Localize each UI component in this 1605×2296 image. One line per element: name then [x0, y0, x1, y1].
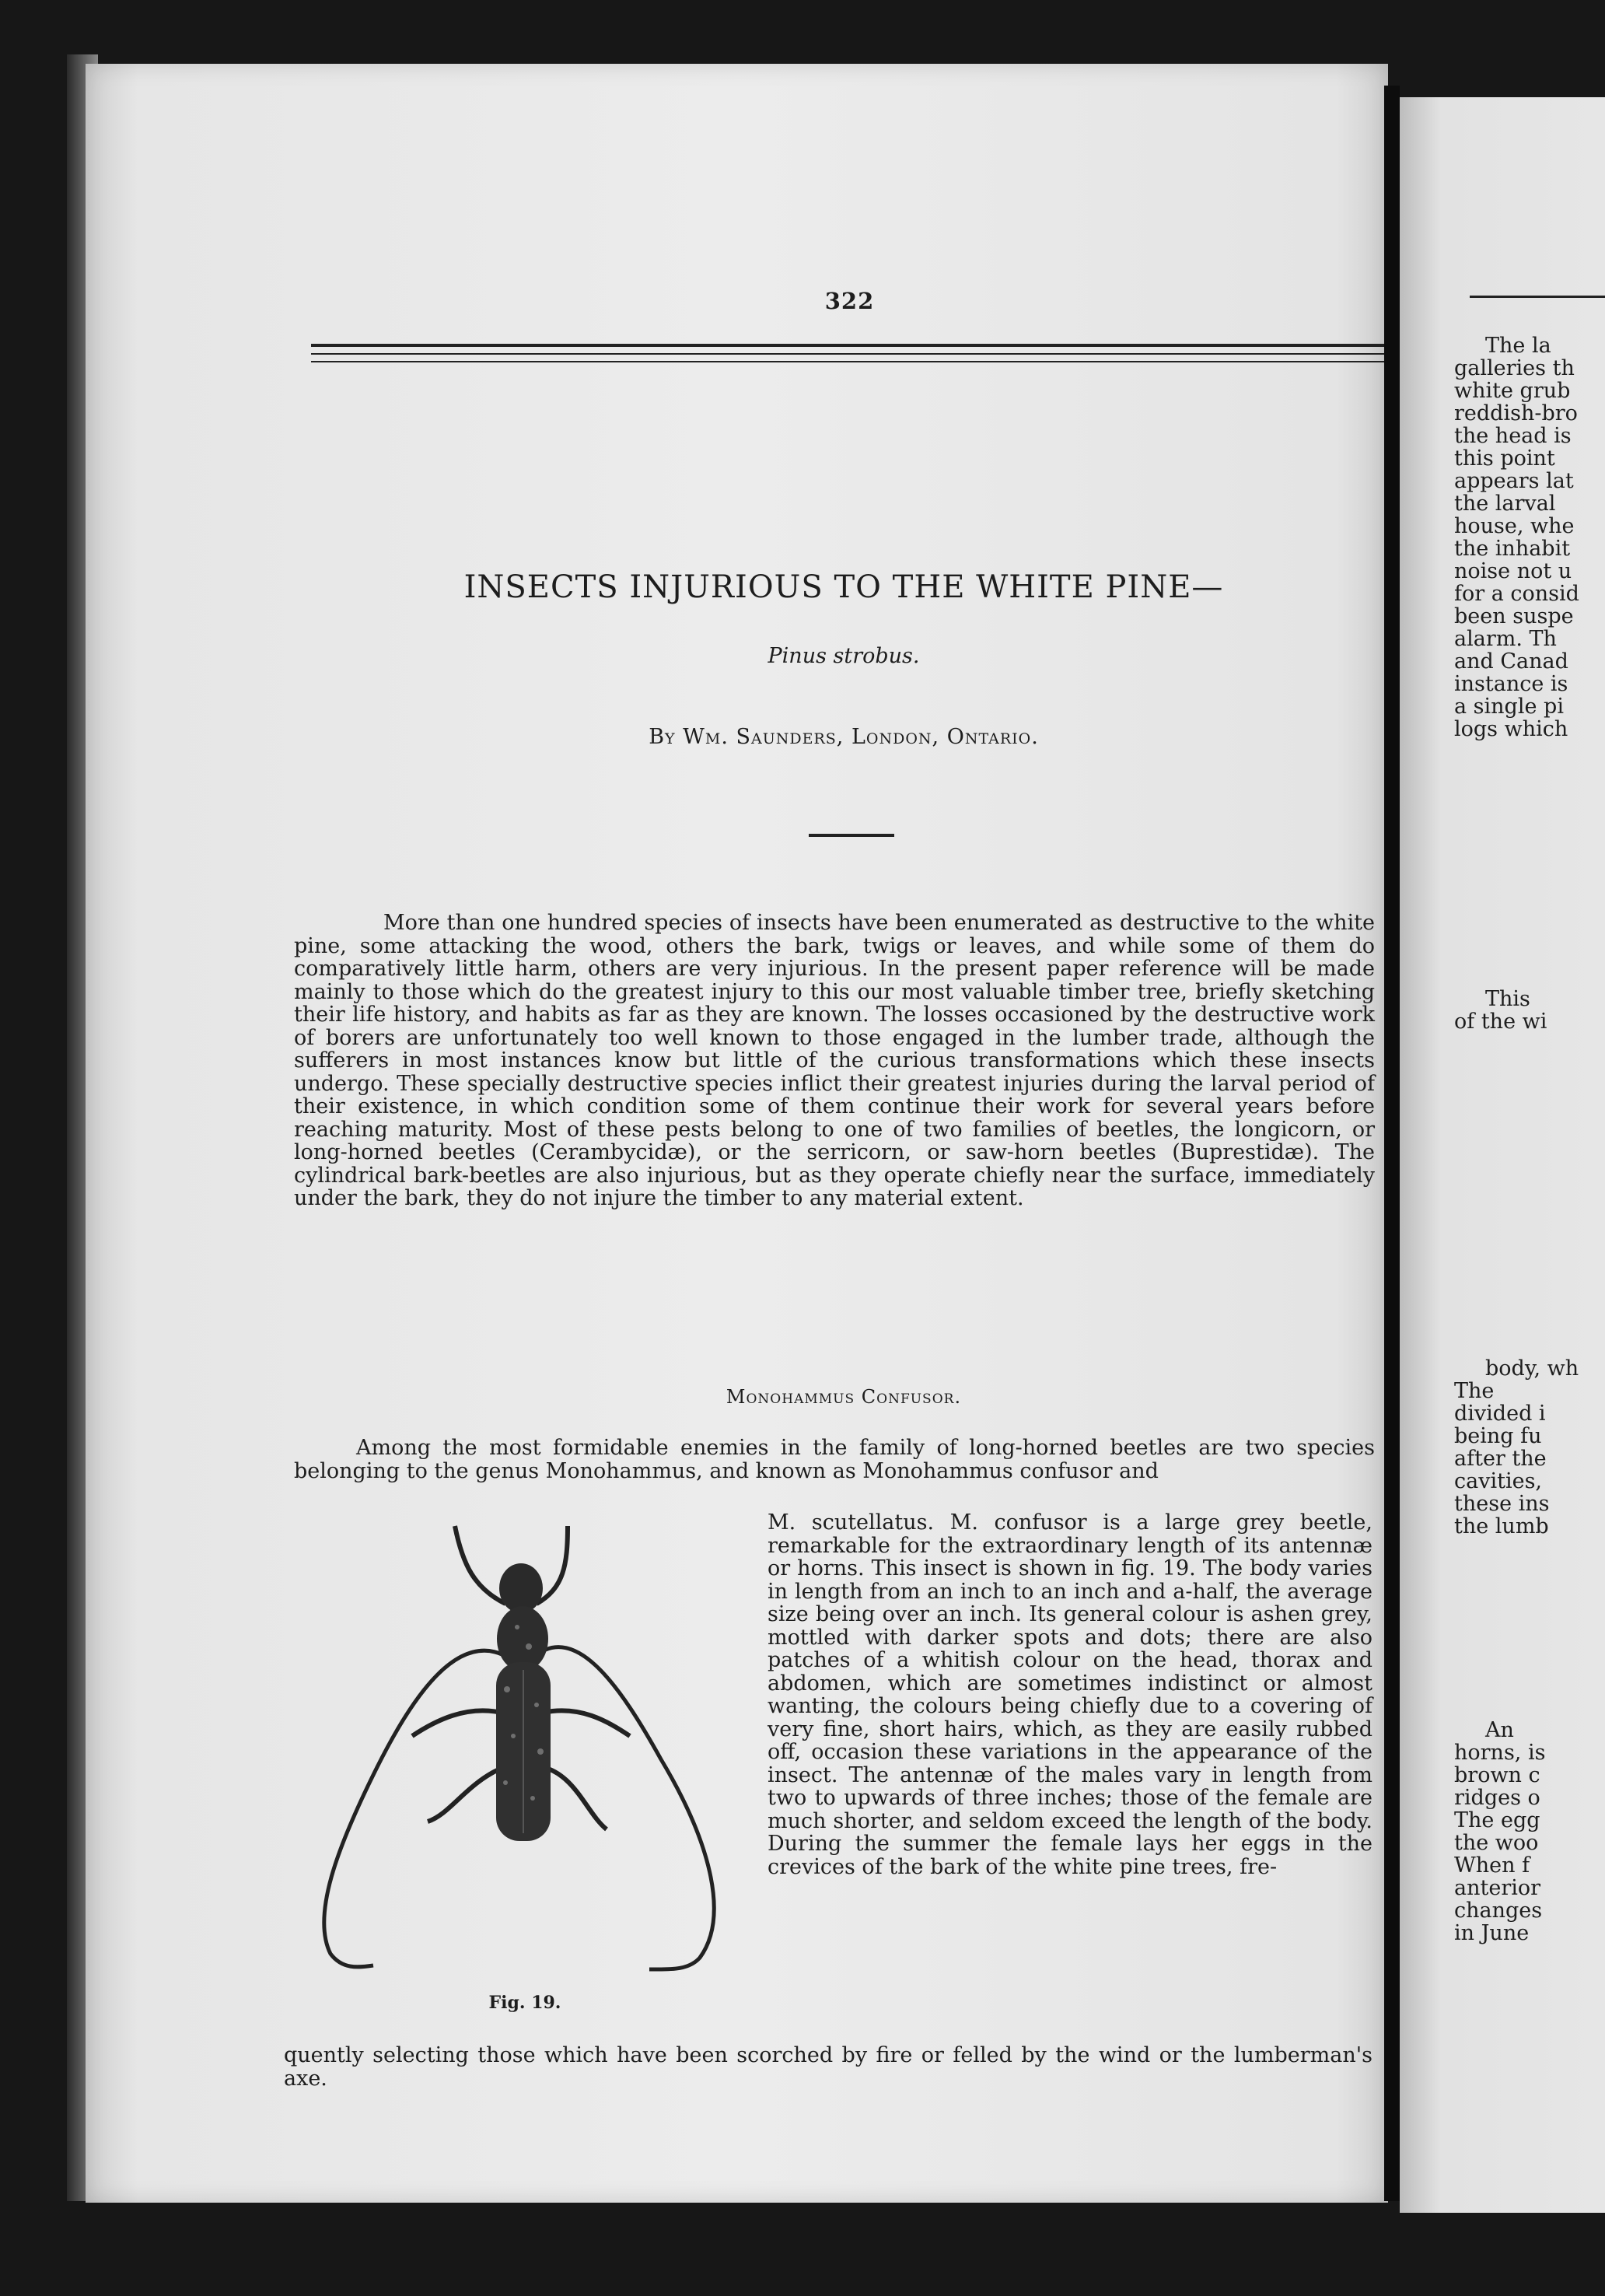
right-antenna [533, 1647, 714, 1969]
section-heading: Monohammus Confusor. [726, 1386, 962, 1408]
article-title: INSECTS INJURIOUS TO THE WHITE PINE— [463, 569, 1224, 605]
header-rule-thin [311, 353, 1384, 355]
facing-page-line: and Canad [1454, 649, 1568, 674]
facing-page-line: divided i [1454, 1402, 1546, 1426]
facing-page-line: The la [1485, 334, 1551, 358]
article-byline: By Wm. Saunders, London, Ontario. [649, 725, 1039, 749]
facing-page-line: been suspe [1454, 604, 1574, 628]
beetle-figure [295, 1510, 754, 1985]
facing-page-line: changes [1454, 1899, 1543, 1923]
facing-page-line: cavities, [1454, 1469, 1543, 1493]
beetle-thorax [497, 1606, 548, 1671]
facing-page-line: these ins [1454, 1492, 1550, 1516]
hind-leg-left [428, 1767, 504, 1822]
hind-leg-right [543, 1767, 607, 1829]
paragraph-monohammus-end: quently selecting those which have been scorched by fire or felled by the wind or the lumberman's axe. [284, 2043, 1372, 2091]
paragraph-intro: More than one hundred species of insects have been enumerated as destructive to the white pine, some attacking the wood, others the bark, twigs or leaves, and while some of them do comparatively little harm, others are very injurious. In the present paper reference will be made mainly to those which do the greatest injury to this our most valuable timber tree, briefly sketching their life history, and habits as far as they are known. The losses occasioned by the destructive work of borers are unfortunately too well known to those engaged in the lumber trade, although the sufferers in most instances know but little of the curious transformations which these insects undergo. These specially destructive species inflict their greatest injuries during the larval period of their existence, in which condition some of them continue their work for several years before reaching maturity. Most of these pests belong to one of two families of beetles, the longicorn, or long-horned beetles (Cerambycidæ), or the serricorn, or saw-horn beetles (Buprestidæ). The cylindrical bark-beetles are also injurious, but as they operate chiefly near the surface, immediately under the bark, they do not injure the timber to any material extent. [294, 911, 1375, 1210]
facing-page-line: the woo [1454, 1831, 1539, 1855]
facing-page-line: the inhabit [1454, 537, 1571, 561]
beetle-head [499, 1563, 543, 1613]
title-separator-rule [809, 834, 894, 837]
facing-page-line: alarm. Th [1454, 627, 1557, 651]
article-subtitle: Pinus strobus. [768, 644, 920, 668]
figure-caption: Fig. 19. [488, 1993, 561, 2013]
facing-page-line: noise not u [1454, 559, 1572, 583]
facing-page-line: instance is [1454, 672, 1568, 696]
left-page [86, 64, 1388, 2203]
page-number: 322 [824, 288, 875, 314]
facing-page-line: of the wi [1454, 1010, 1547, 1034]
facing-page-line: the head is [1454, 424, 1572, 448]
facing-page-line: for a consid [1454, 582, 1579, 606]
paragraph-monohammus-intro: Among the most formidable enemies in the family of long-horned beetles are two species belonging to the genus Monohammus, and known as Monohammus confusor and [294, 1436, 1375, 1483]
facing-page-line: house, whe [1454, 514, 1575, 538]
facing-page-line: white grub [1454, 379, 1571, 403]
facing-page-line: The [1454, 1379, 1495, 1403]
facing-page-line: appears lat [1454, 469, 1574, 493]
left-antenna [324, 1650, 509, 1967]
facing-page-line: being fu [1454, 1424, 1542, 1448]
facing-page-line: ridges o [1454, 1786, 1540, 1810]
facing-page-line: anterior [1454, 1876, 1541, 1900]
facing-page-line: the larval [1454, 492, 1556, 516]
facing-header-rule [1470, 296, 1605, 298]
facing-page-line: galleries th [1454, 356, 1575, 380]
facing-page-line: this point [1454, 446, 1555, 471]
facing-page-line: An [1485, 1718, 1514, 1742]
middle-leg-right [543, 1710, 630, 1736]
facing-page-line: This [1485, 987, 1530, 1011]
facing-page-line: after the [1454, 1447, 1547, 1471]
header-rule-thick [311, 344, 1384, 347]
facing-page-line: body, wh [1485, 1356, 1579, 1381]
facing-page-line: horns, is [1454, 1741, 1546, 1765]
facing-page-line: logs which [1454, 717, 1568, 741]
facing-page-line: The egg [1454, 1808, 1540, 1832]
front-leg-left [455, 1526, 505, 1604]
middle-leg-left [412, 1710, 502, 1736]
facing-page-line: reddish-bro [1454, 401, 1578, 425]
paragraph-monohammus-description: M. scutellatus. M. confusor is a large grey beetle, remarkable for the extraordinary length of its antennæ or horns. This insect is shown in fig. 19. The body varies in length from an inch to an inch and a-half, the average size being over an inch. Its general colour is ashen grey, mottled with darker spots and dots; there are also patches of a whitish colour on the head, thorax and abdomen, which are sometimes indistinct or almost wanting, the colours being chiefly due to a covering of very fine, short hairs, which, as they are easily rubbed off, occasion these variations in the appearance of the insect. The antennæ of the males vary in length from two to upwards of three inches; those of the female are much shorter, and seldom exceed the length of the body. During the summer the female lays her eggs in the crevices of the bark of the white pine trees, fre- [768, 1510, 1372, 1879]
header-rule-thin-2 [311, 361, 1384, 362]
facing-page-line: in June [1454, 1921, 1530, 1945]
page-gutter [1384, 86, 1400, 2201]
facing-page-line: the lumb [1454, 1514, 1549, 1538]
facing-page-line: brown c [1454, 1763, 1540, 1787]
facing-page [1400, 97, 1605, 2213]
facing-page-column [1400, 97, 1605, 2213]
facing-page-line: When f [1454, 1853, 1530, 1878]
facing-page-line: a single pi [1454, 695, 1564, 719]
